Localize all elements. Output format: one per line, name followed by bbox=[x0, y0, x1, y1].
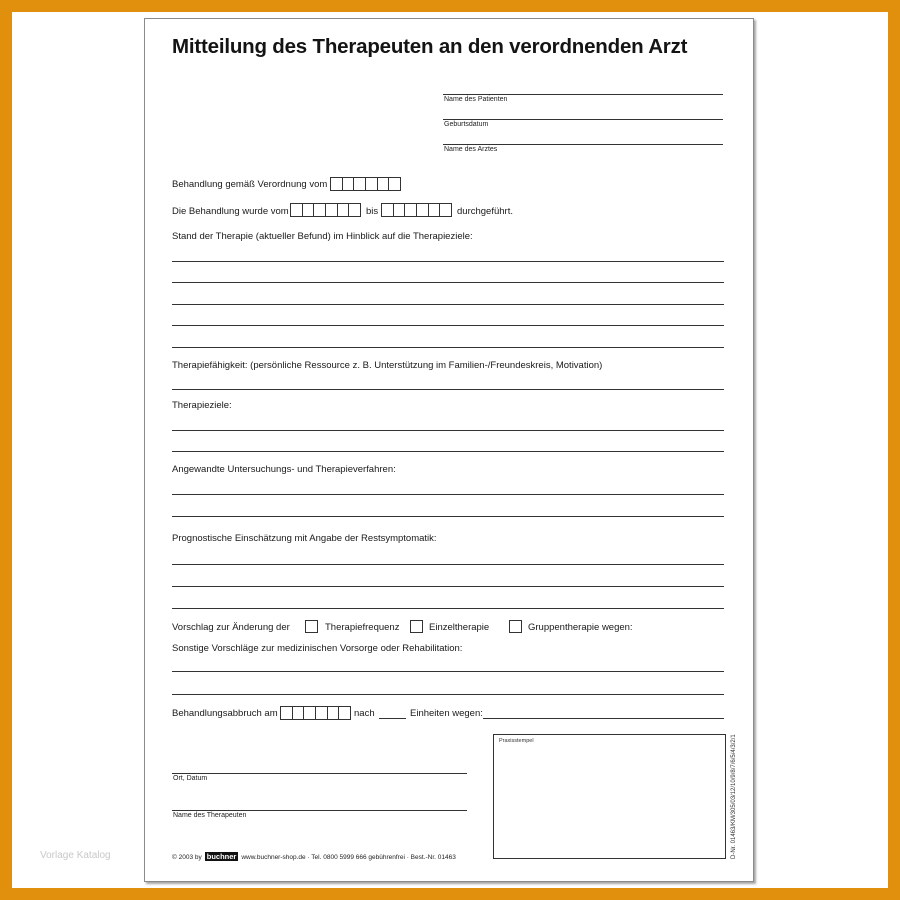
status-line[interactable] bbox=[172, 282, 724, 283]
single-therapy-checkbox[interactable] bbox=[410, 620, 423, 633]
group-therapy-option-label: Gruppentherapie wegen: bbox=[528, 622, 633, 633]
prescription-date-field[interactable] bbox=[330, 177, 401, 191]
capability-line[interactable] bbox=[172, 389, 724, 390]
goals-section-label: Therapieziele: bbox=[172, 400, 232, 411]
other-proposals-line[interactable] bbox=[172, 694, 724, 695]
prognosis-line[interactable] bbox=[172, 608, 724, 609]
status-line[interactable] bbox=[172, 261, 724, 262]
status-line[interactable] bbox=[172, 347, 724, 348]
frequency-checkbox[interactable] bbox=[305, 620, 318, 633]
proposal-label: Vorschlag zur Änderung der bbox=[172, 622, 290, 633]
footer-copyright: © 2003 by bbox=[172, 854, 202, 861]
footer-contact: www.buchner-shop.de · Tel. 0800 5999 666 gebührenfrei · Best.-Nr. 01463 bbox=[241, 854, 456, 861]
goals-line[interactable] bbox=[172, 430, 724, 431]
abort-reason-line[interactable] bbox=[483, 718, 724, 719]
capability-section-label: Therapiefähigkeit: (persönliche Ressource z. B. Unterstützung im Familien-/Freundeskreis, Motivation) bbox=[172, 360, 603, 371]
group-therapy-checkbox[interactable] bbox=[509, 620, 522, 633]
birth-date-label: Geburtsdatum bbox=[444, 121, 489, 128]
single-therapy-option-label: Einzeltherapie bbox=[429, 622, 490, 633]
abort-after-label: nach bbox=[354, 708, 375, 719]
birth-date-line[interactable] bbox=[443, 119, 723, 120]
practice-stamp-box[interactable] bbox=[493, 734, 726, 859]
other-proposals-line[interactable] bbox=[172, 671, 724, 672]
therapist-name-label: Name des Therapeuten bbox=[173, 812, 247, 819]
goals-line[interactable] bbox=[172, 451, 724, 452]
doctor-name-label: Name des Arztes bbox=[444, 146, 498, 153]
patient-name-line[interactable] bbox=[443, 94, 723, 95]
treatment-end-field[interactable] bbox=[381, 203, 452, 217]
status-section-label: Stand der Therapie (aktueller Befund) im Hinblick auf die Therapieziele: bbox=[172, 231, 473, 242]
treatment-start-field[interactable] bbox=[290, 203, 361, 217]
treatment-period-to: bis bbox=[366, 206, 379, 217]
place-date-label: Ort, Datum bbox=[173, 775, 208, 782]
buchner-logo: buchner bbox=[206, 852, 237, 861]
abort-date-field[interactable] bbox=[280, 706, 351, 720]
form-title: Mitteilung des Therapeuten an den verordnenden Arzt bbox=[172, 35, 688, 58]
frequency-option-label: Therapiefrequenz bbox=[325, 622, 400, 633]
watermark-text: Vorlage Katalog bbox=[40, 850, 111, 861]
methods-section-label: Angewandte Untersuchungs- und Therapieverfahren: bbox=[172, 464, 396, 475]
practice-stamp-label: Praxisstempel bbox=[499, 738, 534, 744]
prescription-date-label: Behandlung gemäß Verordnung vom bbox=[172, 179, 328, 190]
abort-units-line[interactable] bbox=[379, 718, 406, 719]
prognosis-line[interactable] bbox=[172, 564, 724, 565]
status-line[interactable] bbox=[172, 304, 724, 305]
other-proposals-label: Sonstige Vorschläge zur medizinischen Vorsorge oder Rehabilitation: bbox=[172, 643, 463, 654]
status-line[interactable] bbox=[172, 325, 724, 326]
treatment-period-label: Die Behandlung wurde vom bbox=[172, 206, 289, 217]
doctor-name-line[interactable] bbox=[443, 144, 723, 145]
prognosis-section-label: Prognostische Einschätzung mit Angabe der Restsymptomatik: bbox=[172, 533, 437, 544]
footer bbox=[172, 852, 456, 861]
place-date-line[interactable] bbox=[172, 773, 467, 774]
prognosis-line[interactable] bbox=[172, 586, 724, 587]
abort-units-label: Einheiten wegen: bbox=[410, 708, 483, 719]
patient-name-label: Name des Patienten bbox=[444, 96, 508, 103]
form-sheet bbox=[144, 18, 754, 882]
treatment-period-done: durchgeführt. bbox=[457, 206, 513, 217]
abort-date-label: Behandlungsabbruch am bbox=[172, 708, 278, 719]
therapist-name-line[interactable] bbox=[172, 810, 467, 811]
methods-line[interactable] bbox=[172, 516, 724, 517]
methods-line[interactable] bbox=[172, 494, 724, 495]
side-order-code: D-Nr. 01463/KM/305/03/12/10/9/8/7/6/5/4/3/2/1 bbox=[731, 734, 737, 859]
